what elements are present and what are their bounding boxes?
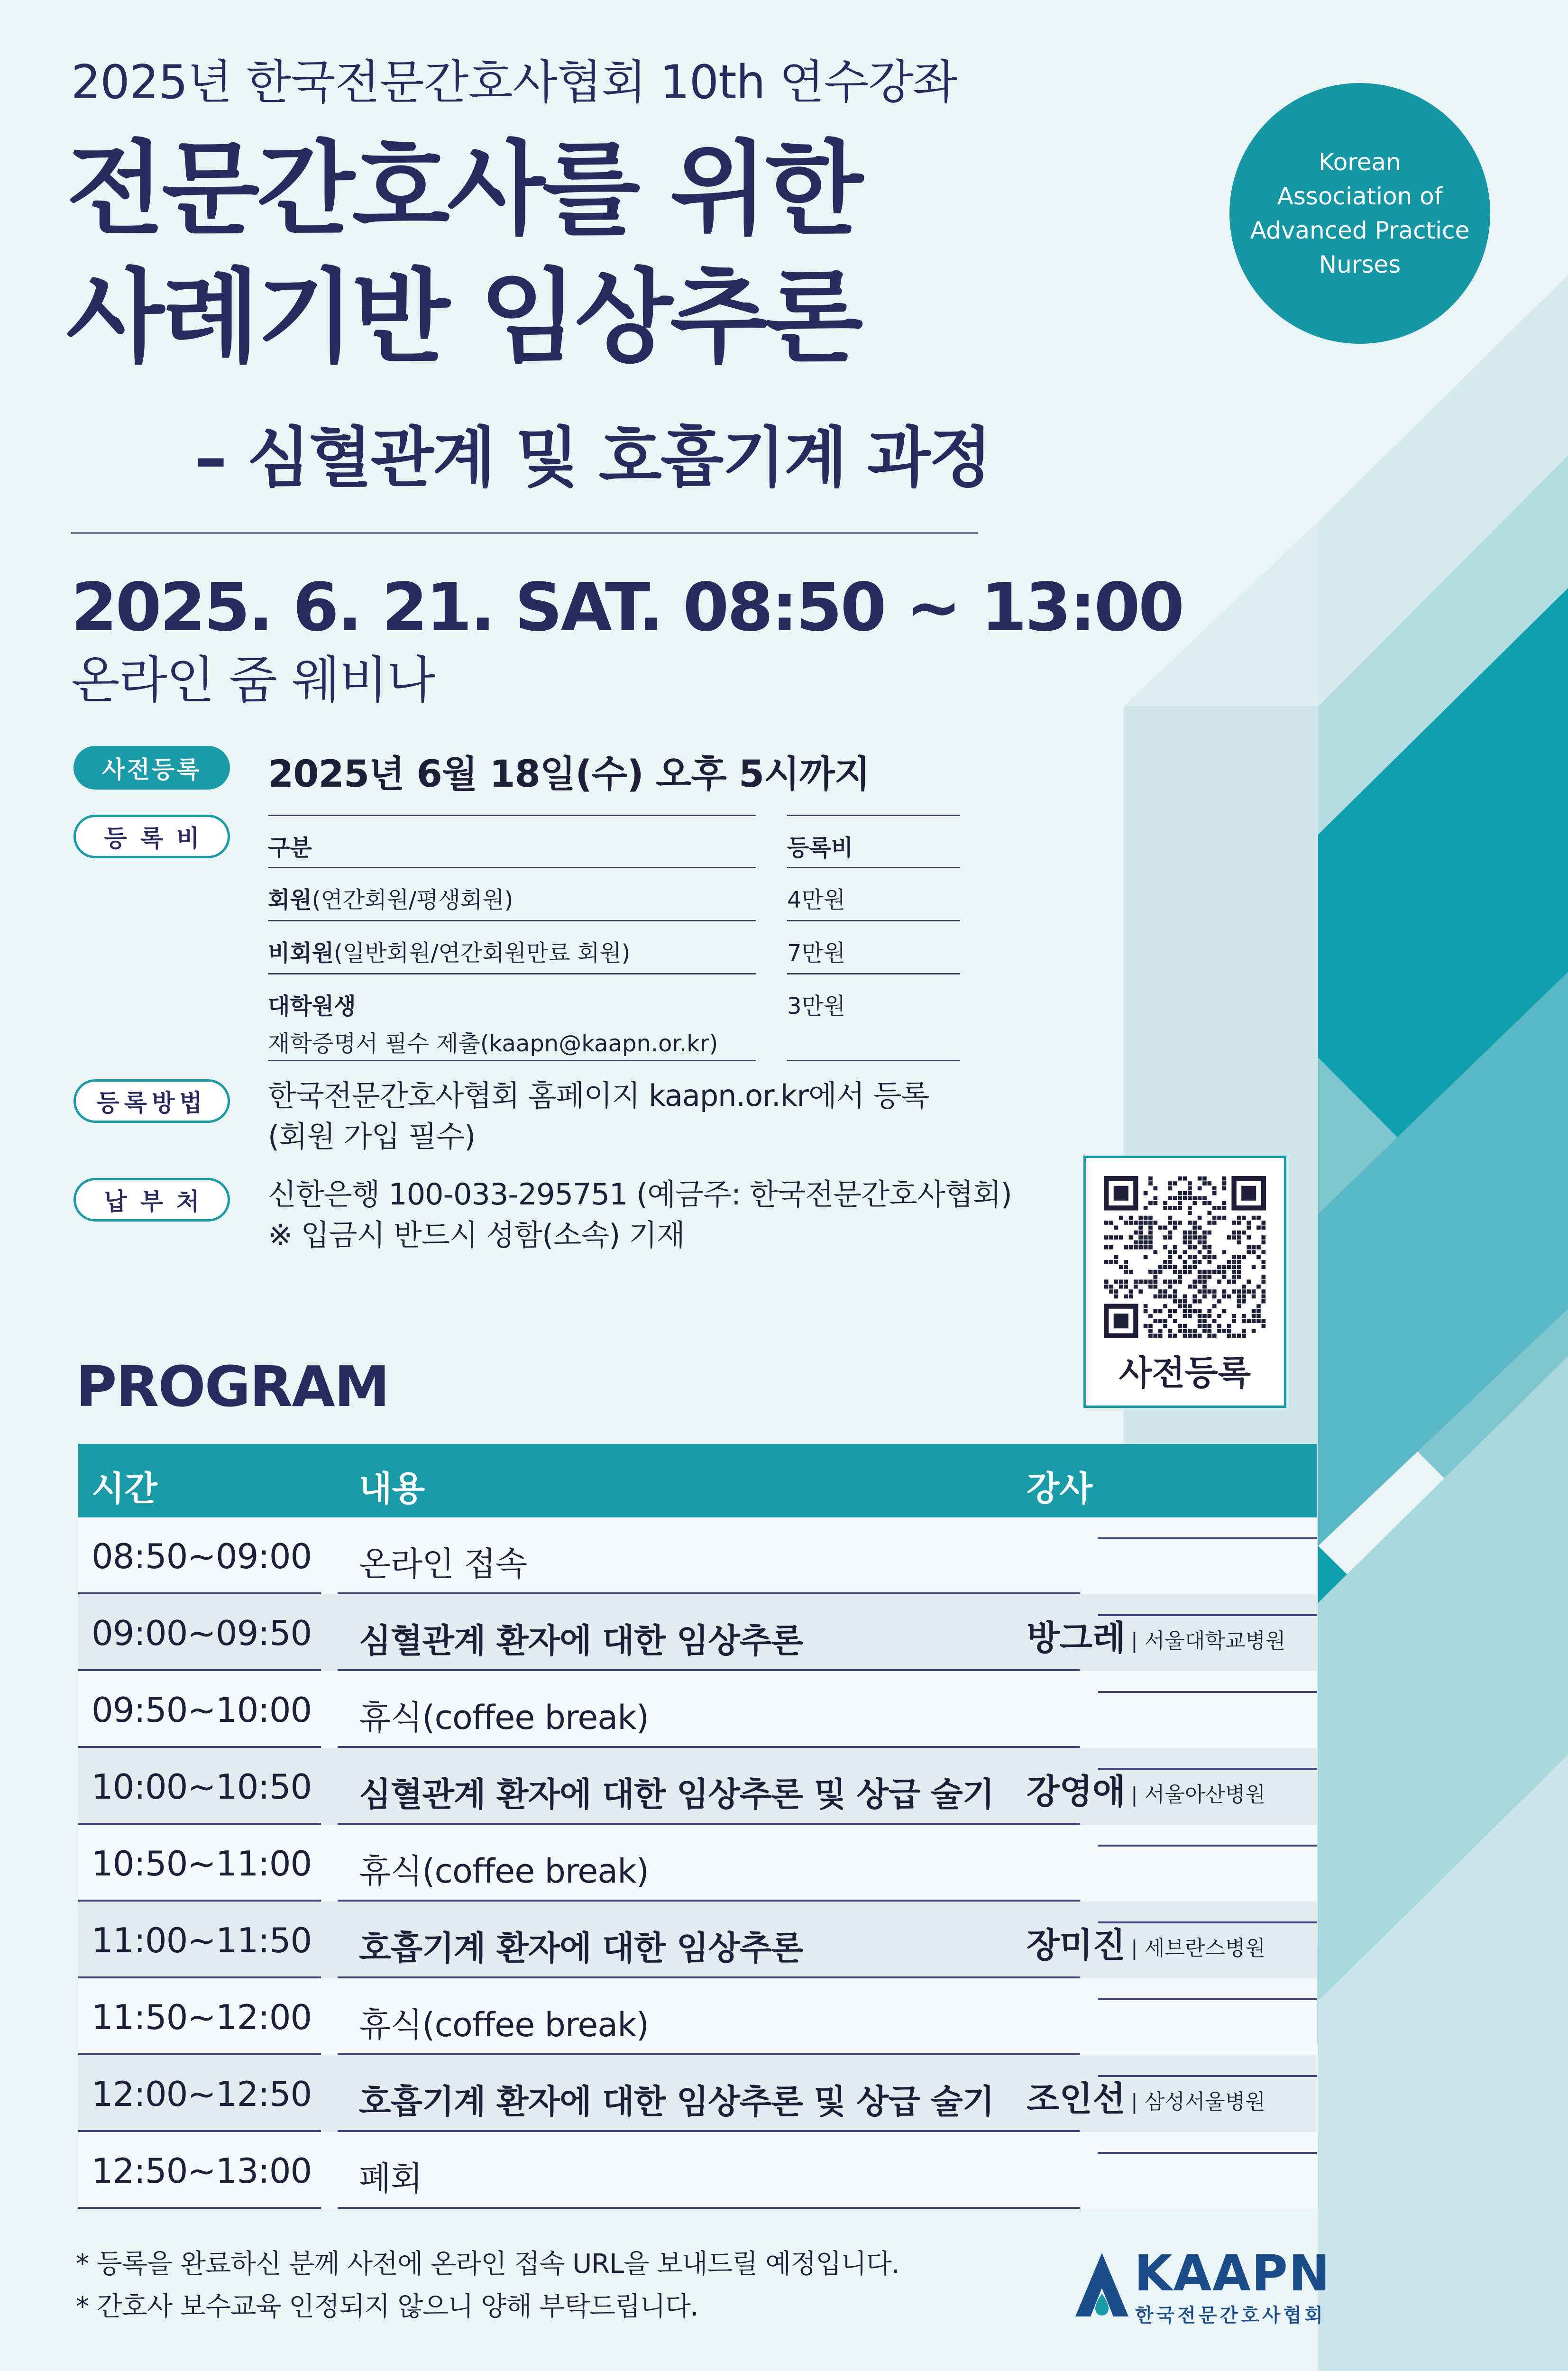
method-line: 한국전문간호사협회 홈페이지 kaapn.or.kr에서 등록 <box>268 1078 929 1113</box>
logo-name: KAAPN <box>1134 2244 1331 2302</box>
row-divider <box>1098 1614 1317 1616</box>
col-content: 내용 <box>359 1469 425 1508</box>
event-subtitle: 2025년 한국전문간호사협회 10th 연수강좌 <box>71 55 957 110</box>
payment-line: 신한은행 100-033-295751 (예금주: 한국전문간호사협회) <box>268 1177 1012 1212</box>
row-hospital: | 서울아산병원 <box>1131 1783 1265 1807</box>
program-row <box>78 1517 1317 1594</box>
payment-label: 납부처 <box>104 1188 213 1215</box>
fee-category: 비회원 <box>268 940 334 966</box>
row-time: 11:50~12:00 <box>92 1997 312 2037</box>
row-time: 11:00~11:50 <box>92 1921 312 1960</box>
row-speaker: 방그레 <box>1027 1618 1126 1658</box>
fee-row <box>268 867 960 920</box>
row-time: 09:50~10:00 <box>92 1690 312 1730</box>
fee-row <box>268 920 960 973</box>
program-row <box>78 2055 1317 2132</box>
row-divider <box>338 2207 1080 2209</box>
row-divider <box>1098 1998 1317 2000</box>
program-row <box>78 1902 1317 1978</box>
row-speaker: 장미진 <box>1027 1925 1126 1965</box>
row-divider <box>1098 1921 1317 1923</box>
fee-category-detail: (연간회원/평생회원) <box>312 887 513 913</box>
title-line-1: 전문간호사를 위한 <box>66 130 861 248</box>
fee-pill <box>73 815 230 858</box>
program-row <box>78 1594 1317 1671</box>
fee-amount: 4만원 <box>787 887 846 913</box>
row-speaker: 강영애 <box>1027 1772 1126 1811</box>
row-time: 12:50~13:00 <box>92 2151 312 2191</box>
payment-pill <box>73 1178 230 1222</box>
col-time: 시간 <box>92 1469 158 1508</box>
row-time: 12:00~12:50 <box>92 2074 312 2114</box>
program-row <box>78 1825 1317 1902</box>
badge-line: Association of <box>1277 183 1443 210</box>
course-subtitle: – 심혈관계 및 호흡기계 과정 <box>194 420 991 496</box>
qr-code[interactable] <box>1104 1176 1266 1338</box>
program-table-header <box>78 1444 1317 1517</box>
row-time: 09:00~09:50 <box>92 1613 312 1653</box>
event-venue: 온라인 줌 웨비나 <box>71 651 435 709</box>
row-divider <box>1098 1691 1317 1693</box>
program-row <box>78 1748 1317 1825</box>
program-table <box>78 1444 1317 2209</box>
program-table-body <box>78 1517 1317 2209</box>
row-content: 온라인 접속 <box>359 1544 527 1583</box>
note: * 등록을 완료하신 분께 사전에 온라인 접속 URL을 보내드릴 예정입니다. <box>76 2249 899 2279</box>
row-divider <box>78 2207 321 2209</box>
row-divider <box>1098 1845 1317 1847</box>
kaapn-logo <box>1073 2244 1331 2326</box>
row-content: 심혈관계 환자에 대한 임상추론 <box>359 1621 803 1660</box>
row-content: 휴식(coffee break) <box>359 2005 649 2044</box>
title-line-2: 사례기반 임상추론 <box>66 258 861 377</box>
fee-header-fee: 등록비 <box>787 835 853 861</box>
fee-header-category: 구분 <box>268 835 312 861</box>
row-content: 휴식(coffee break) <box>359 1852 649 1891</box>
program-title: PROGRAM <box>76 1354 389 1419</box>
method-info <box>268 1075 929 1157</box>
preregistration-pill: 사전등록 <box>73 746 230 790</box>
row-time: 10:00~10:50 <box>92 1767 312 1807</box>
qr-label: 사전등록 <box>1119 1353 1251 1393</box>
badge-line: Advanced Practice <box>1250 217 1470 244</box>
fee-category: 대학원생 <box>268 993 356 1020</box>
logo-mark-icon <box>1073 2250 1132 2321</box>
row-content: 심혈관계 환자에 대한 임상추론 및 상급 술기 <box>359 1775 994 1814</box>
row-divider <box>1098 1768 1317 1770</box>
logo-subtitle: 한국전문간호사협회 <box>1135 2305 1326 2326</box>
row-content: 폐회 <box>359 2159 422 2198</box>
header-divider <box>71 532 978 534</box>
method-label: 등록방법 <box>96 1089 207 1117</box>
fee-label: 등록비 <box>104 825 213 852</box>
row-content: 호흡기계 환자에 대한 임상추론 <box>359 1929 803 1967</box>
fee-category-detail: (일반회원/연간회원만료 회원) <box>334 940 631 966</box>
row-divider <box>1098 1537 1317 1539</box>
fee-row <box>268 973 960 1061</box>
row-content: 휴식(coffee break) <box>359 1698 649 1737</box>
col-speaker: 강사 <box>1027 1469 1093 1508</box>
fee-table <box>268 815 960 1061</box>
event-date: 2025. 6. 21. SAT. 08:50 ~ 13:00 <box>71 569 1183 646</box>
program-row <box>78 1671 1317 1748</box>
payment-line: ※ 입금시 반드시 성함(소속) 기재 <box>268 1218 685 1252</box>
fee-table-header <box>268 815 960 867</box>
row-divider <box>1098 2075 1317 2077</box>
row-content: 호흡기계 환자에 대한 임상추론 및 상급 술기 <box>359 2082 994 2121</box>
main-title <box>66 126 860 382</box>
row-hospital: | 삼성서울병원 <box>1131 2090 1265 2114</box>
note: * 간호사 보수교육 인정되지 않으니 양해 부탁드립니다. <box>76 2291 698 2322</box>
method-line: (회원 가입 필수) <box>268 1119 476 1154</box>
row-time: 08:50~09:00 <box>92 1536 312 1576</box>
badge-line: Korean <box>1319 148 1401 176</box>
payment-info <box>268 1174 1012 1256</box>
fee-amount: 3만원 <box>787 993 846 1020</box>
row-hospital: | 서울대학교병원 <box>1131 1629 1286 1653</box>
fee-amount: 7만원 <box>787 940 846 966</box>
fee-category: 회원 <box>268 887 312 913</box>
row-divider <box>1098 2152 1317 2154</box>
badge-line: Nurses <box>1319 251 1401 278</box>
association-badge <box>1229 83 1490 344</box>
program-row <box>78 1978 1317 2055</box>
preregistration-deadline: 2025년 6월 18일(수) 오후 5시까지 <box>268 753 870 796</box>
fee-category-detail: 재학증명서 필수 제출(kaapn@kaapn.or.kr) <box>268 1030 718 1057</box>
program-row <box>78 2132 1317 2209</box>
qr-registration[interactable] <box>1083 1156 1286 1408</box>
row-hospital: | 세브란스병원 <box>1131 1936 1265 1960</box>
method-pill <box>73 1079 230 1123</box>
row-speaker: 조인선 <box>1027 2079 1126 2119</box>
row-time: 10:50~11:00 <box>92 1844 312 1884</box>
